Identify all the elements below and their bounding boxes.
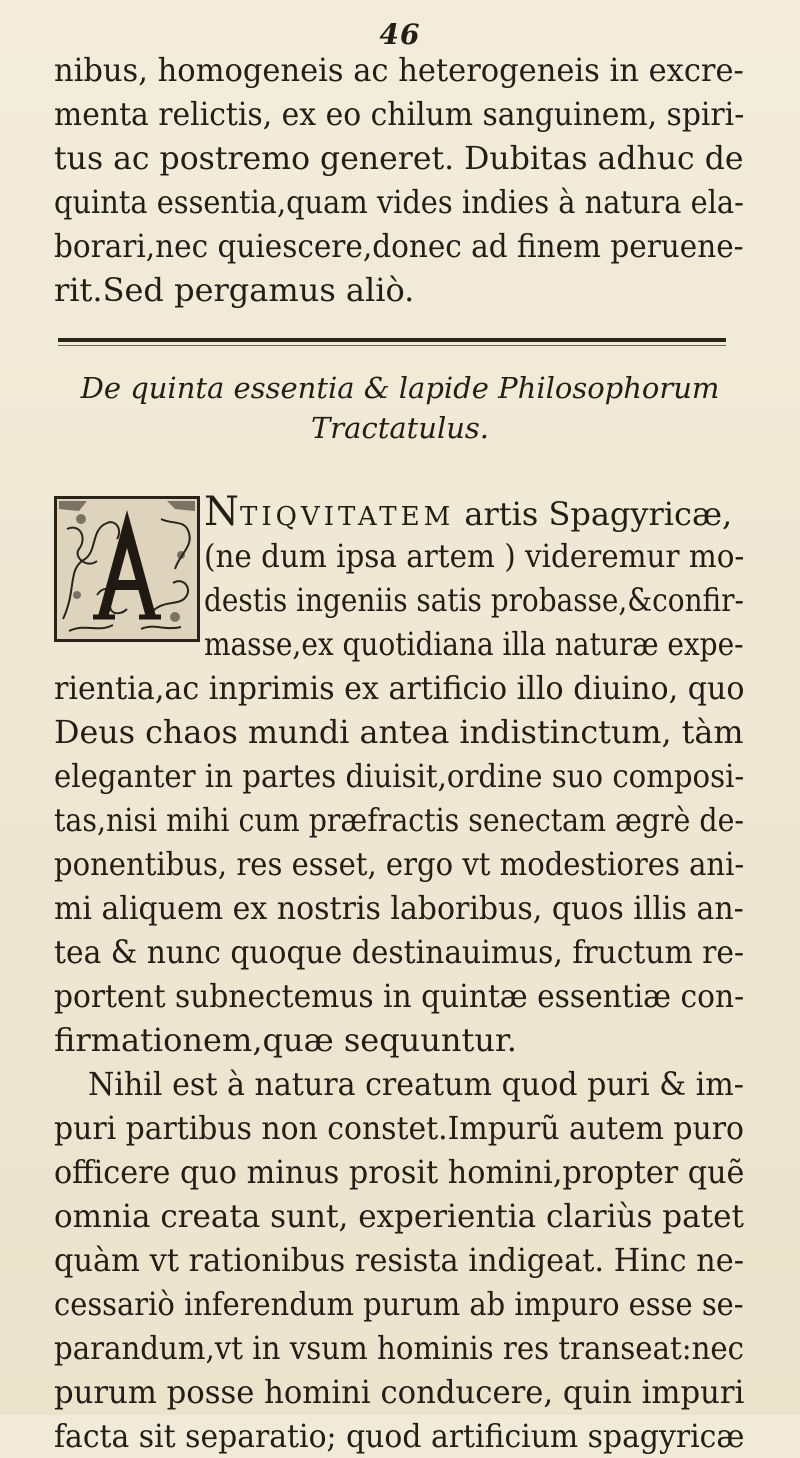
text-line: quinta essentia,quam vides indies à natura ela- (54, 183, 744, 221)
text-line: firmationem,quæ sequuntur. (54, 1021, 517, 1059)
text-line: (ne dum ipsa artem ) videremur mo- (204, 537, 745, 575)
text-line: puri partibus non constet.Impurũ autem puro (54, 1109, 744, 1147)
text-line: officere quo minus prosit homini,propter quẽ (54, 1153, 745, 1191)
paragraph-2-first-line: Nihil est à natura creatum quod puri & im- (88, 1065, 744, 1103)
text-line: tas,nisi mihi cum præfractis senectam ægrè de- (54, 801, 745, 839)
text-line: masse,ex quotidiana illa naturæ expe- (204, 625, 744, 663)
text-line: rientia,ac inprimis ex artificio illo diuino, quo (54, 669, 745, 707)
text-line: tea & nunc quoque destinauimus, fructum re- (54, 933, 745, 971)
section-rule-thin (58, 345, 726, 346)
paragraph-1 (54, 490, 744, 1458)
text-line: purum posse homini conducere, quin impuri (54, 1373, 745, 1411)
first-word-capital: N (204, 489, 240, 535)
heading-line-2: Tractatulus. (310, 411, 490, 445)
text-line: facta sit separatio; quod artificium spagyricæ (54, 1417, 745, 1455)
text-line: quàm vt rationibus resista indigeat. Hinc ne- (54, 1241, 744, 1279)
first-word-smallcaps: TIQVITATEM (240, 502, 455, 532)
text-line: omnia creata sunt, experientia clariùs patet (54, 1197, 744, 1235)
section-rule (58, 338, 726, 342)
text-line: borari,nec quiescere,donec ad finem peruene- (54, 227, 744, 265)
text-line: ponentibus, res esset, ergo vt modestiores ani- (54, 845, 745, 883)
text-line: portent subnectemus in quintæ essentiæ con- (54, 977, 745, 1015)
top-text-block (54, 48, 744, 312)
text-line: cessariò inferendum purum ab impuro esse se- (54, 1285, 744, 1323)
text-line: menta relictis, ex eo chilum sanguinem, spiri- (54, 95, 745, 133)
text-line: nibus, homogeneis ac heterogeneis in excre- (54, 51, 744, 89)
text-line: parandum,vt in vsum hominis res transeat:nec (54, 1329, 745, 1367)
text-line: mi aliquem ex nostris laboribus, quos illis an- (54, 889, 744, 927)
text-line: Deus chaos mundi antea indistinctum, tàm (54, 713, 744, 751)
first-line (54, 490, 744, 534)
text-line: tus ac postremo generet. Dubitas adhuc de (54, 139, 744, 177)
page-number: 46 (379, 18, 421, 51)
section-heading (0, 368, 800, 448)
text-line: eleganter in partes diuisit,ordine suo composi- (54, 757, 745, 795)
heading-line-1: De quinta essentia & lapide Philosophorum (80, 371, 720, 405)
text-line: destis ingeniis satis probasse,&confir- (204, 581, 744, 619)
text-line: rit.Sed pergamus aliò. (54, 271, 415, 309)
first-line-rest: artis Spagyricæ, (454, 495, 733, 533)
